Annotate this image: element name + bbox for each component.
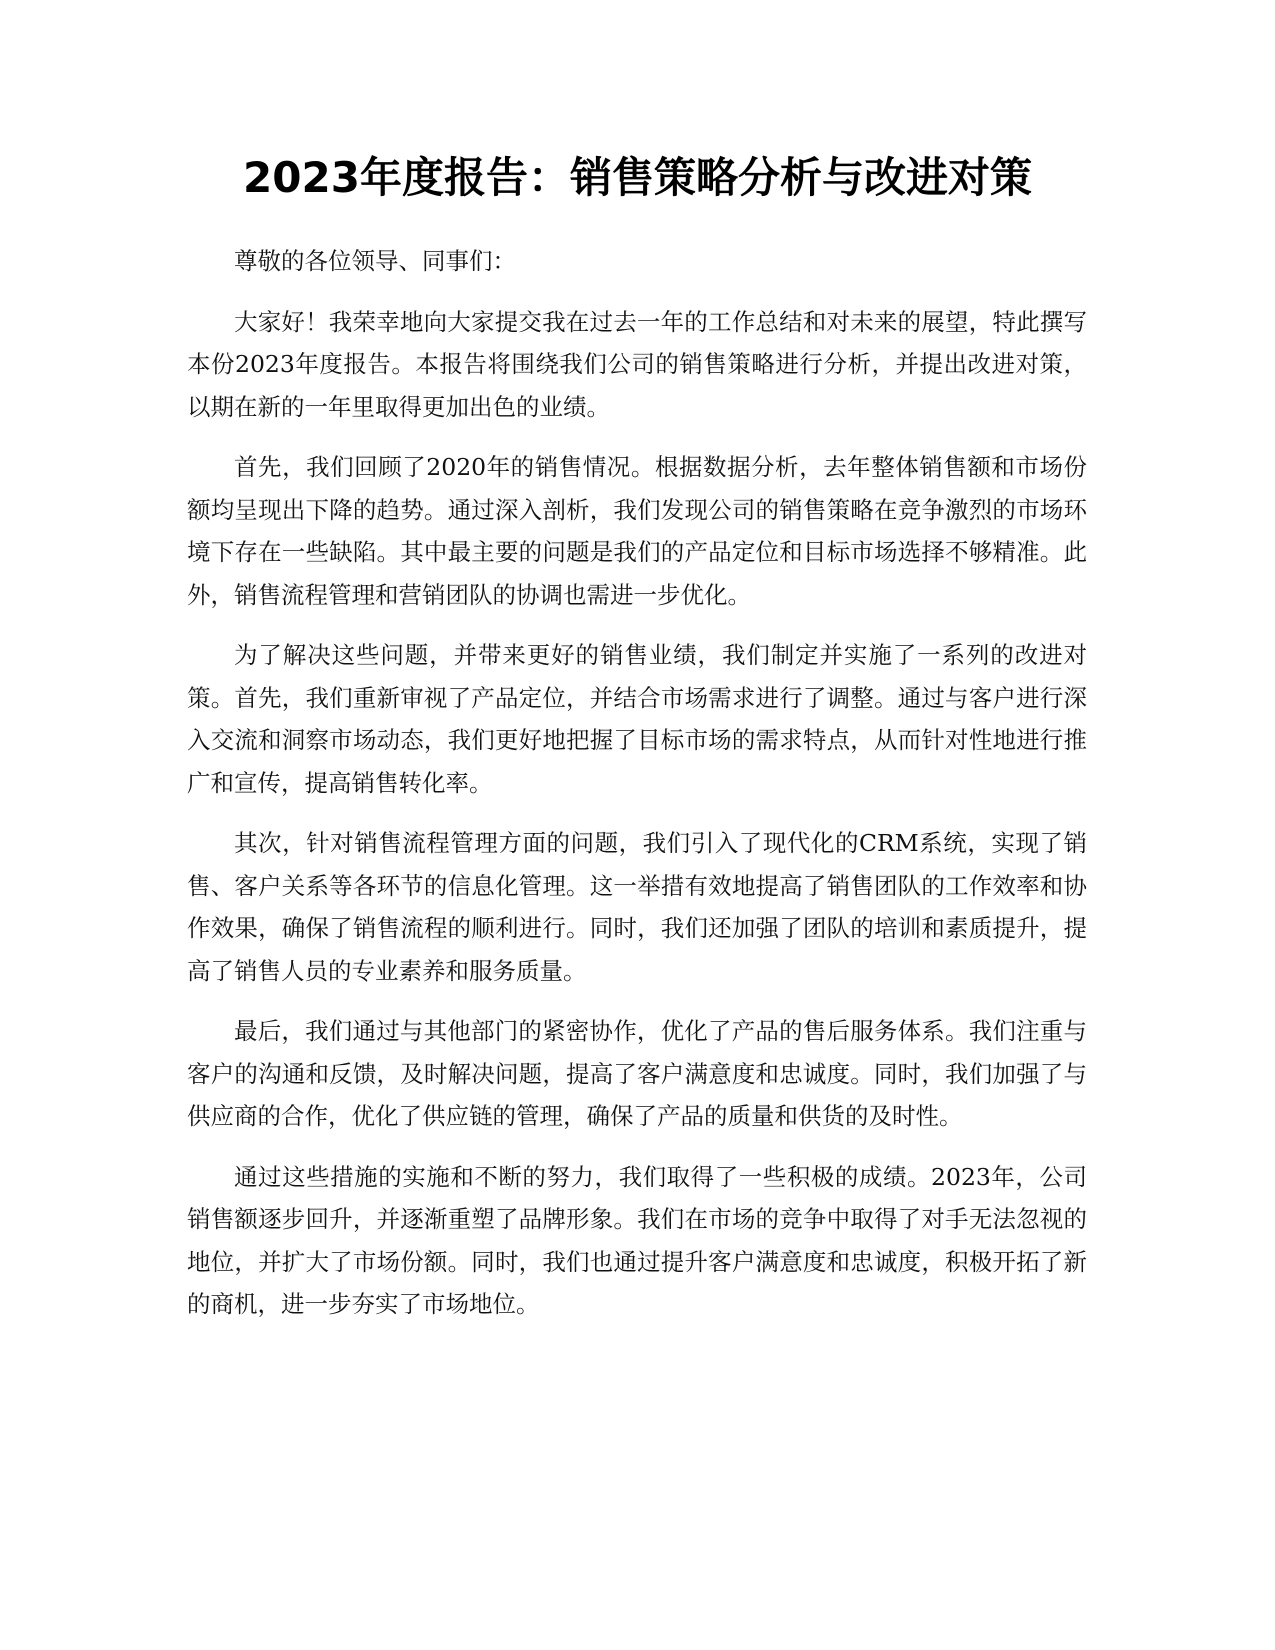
document-title: 2023年度报告：销售策略分析与改进对策 <box>243 153 1032 202</box>
results-paragraph: 通过这些措施的实施和不断的努力，我们取得了一些积极的成绩。2023年，公司销售额逐步回升，并逐渐重塑了品牌形象。我们在市场的竞争中取得了对手无法忽视的地位，并扩大了市场份额。同时，我们也通过提升客户满意度和忠诚度，积极开拓了新的商机，进一步夯实了市场地位。 <box>187 1162 1087 1318</box>
improvement-paragraph: 为了解决这些问题，并带来更好的销售业绩，我们制定并实施了一系列的改进对策。首先，我们重新审视了产品定位，并结合市场需求进行了调整。通过与客户进行深入交流和洞察市场动态，我们更好地把握了目标市场的需求特点，从而针对性地进行推广和宣传，提高销售转化率。 <box>187 641 1087 797</box>
review-paragraph: 首先，我们回顾了2020年的销售情况。根据数据分析，去年整体销售额和市场份额均呈现出下降的趋势。通过深入剖析，我们发现公司的销售策略在竞争激烈的市场环境下存在一些缺陷。其中最主要的问题是我们的产品定位和目标市场选择不够精准。此外，销售流程管理和营销团队的协调也需进一步优化。 <box>187 453 1087 609</box>
crm-paragraph: 其次，针对销售流程管理方面的问题，我们引入了现代化的CRM系统，实现了销售、客户关系等各环节的信息化管理。这一举措有效地提高了销售团队的工作效率和协作效果，确保了销售流程的顺利进行。同时，我们还加强了团队的培训和素质提升，提高了销售人员的专业素养和服务质量。 <box>187 829 1087 985</box>
after-sales-paragraph: 最后，我们通过与其他部门的紧密协作，优化了产品的售后服务体系。我们注重与客户的沟通和反馈，及时解决问题，提高了客户满意度和忠诚度。同时，我们加强了与供应商的合作，优化了供应链的管理，确保了产品的质量和供货的及时性。 <box>187 1017 1087 1130</box>
document-body <box>187 240 1087 1344</box>
salutation-paragraph: 尊敬的各位领导、同事们： <box>234 247 516 275</box>
intro-paragraph: 大家好！我荣幸地向大家提交我在过去一年的工作总结和对未来的展望，特此撰写本份2023年度报告。本报告将围绕我们公司的销售策略进行分析，并提出改进对策，以期在新的一年里取得更加出色的业绩。 <box>187 307 1087 421</box>
